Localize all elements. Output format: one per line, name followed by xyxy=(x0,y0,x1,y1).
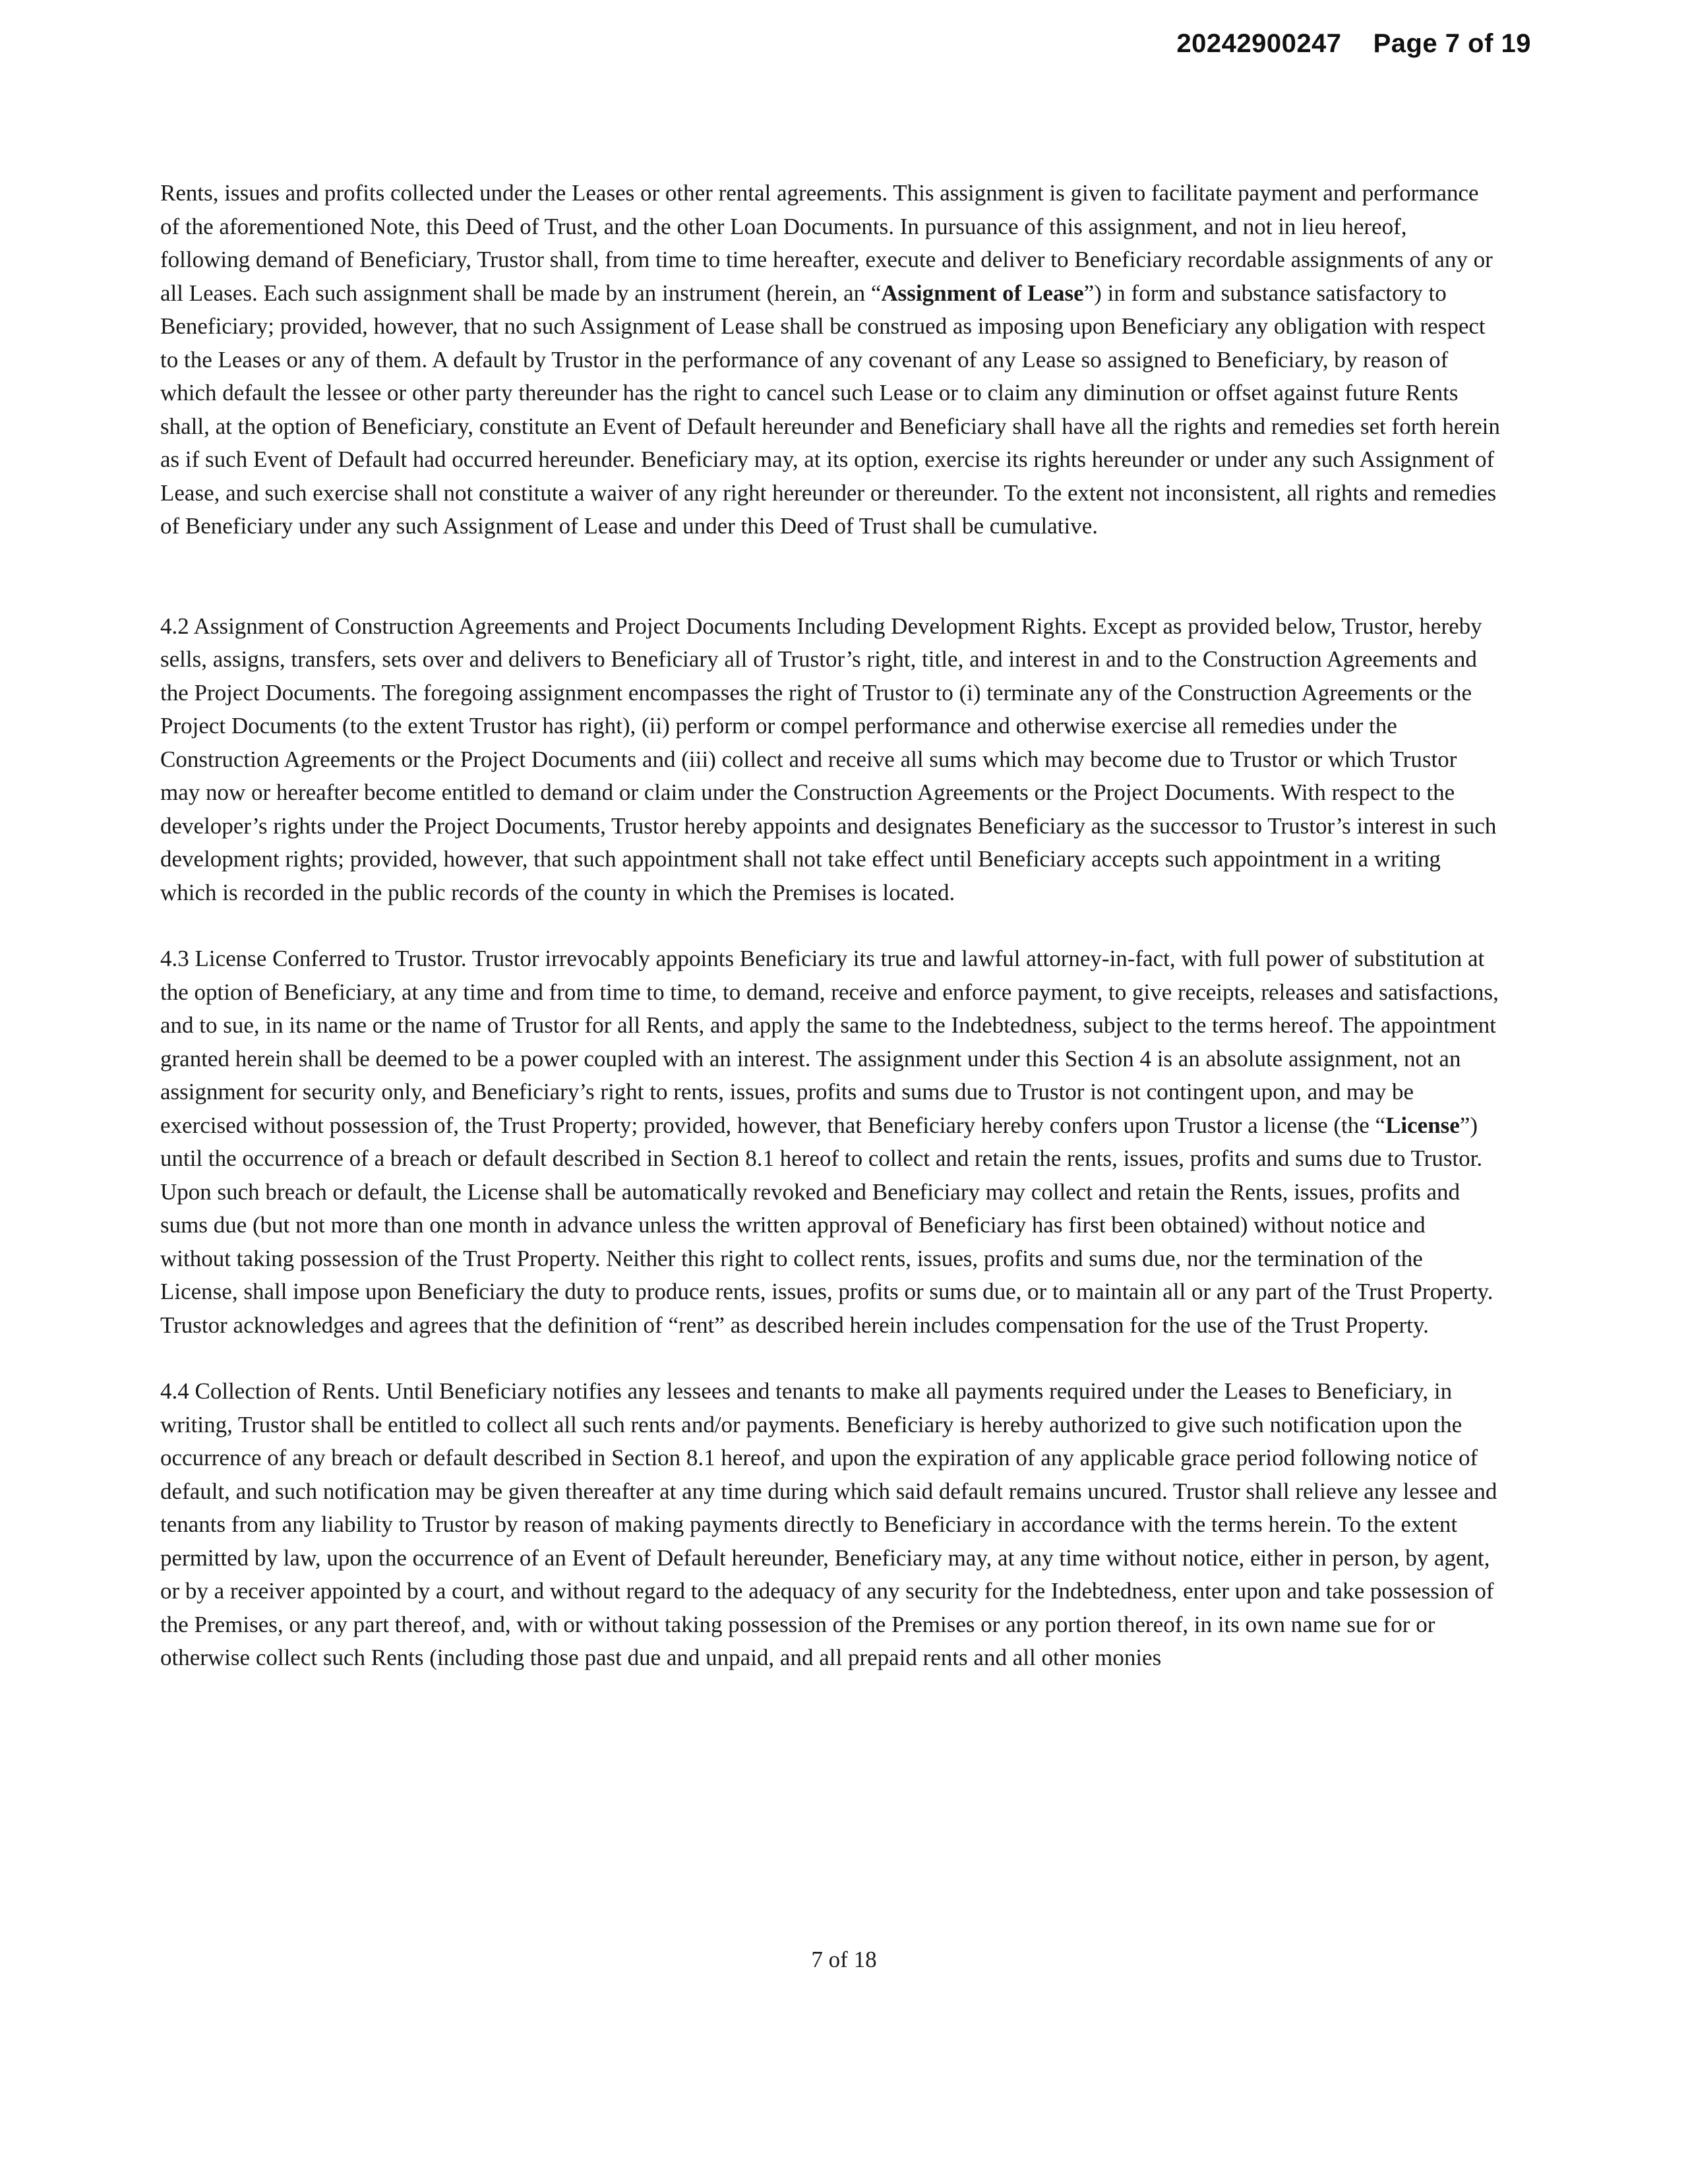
defined-term-assignment-of-lease: Assignment of Lease xyxy=(881,280,1084,306)
paragraph-text: 4.3 License Conferred to Trustor. Trustor irrevocably appoints Beneficiary its true and lawful attorney-in-fact, with full power of substitution at the option of Beneficiary, at any time and from time to time, to demand, receive and enforce payment, to give receipts, releases and satisfactions, and to sue, in its name or the name of Trustor for all Rents, and apply the same to the Indebtedness, subject to the terms hereof. The appointment granted herein shall be deemed to be a power coupled with an interest. The assignment under this Section 4 is an absolute assignment, not an assignment for security only, and Beneficiary’s right to rents, issues, profits and sums due to Trustor is not contingent upon, and may be exercised without possession of, the Trust Property; provided, however, that Beneficiary hereby confers upon Trustor a license (the “ xyxy=(160,946,1499,1138)
paragraph-section-4-4: 4.4 Collection of Rents. Until Beneficiary notifies any lessees and tenants to make all payments required under the Leases to Beneficiary, in writing, Trustor shall be entitled to collect all such rents and/or payments. Beneficiary is hereby authorized to give such notification upon the occurrence of any breach or default described in Section 8.1 hereof, and upon the expiration of any applicable grace period following notice of default, and such notification may be given thereafter at any time during which said default remains uncured. Trustor shall relieve any lessee and tenants from any liability to Trustor by reason of making payments directly to Beneficiary in accordance with the terms herein. To the extent permitted by law, upon the occurrence of an Event of Default hereunder, Beneficiary may, at any time without notice, either in person, by agent, or by a receiver appointed by a court, and without regard to the adequacy of any security for the Indebtedness, enter upon and take possession of the Premises, or any part thereof, and, with or without taking possession of the Premises or any portion thereof, in its own name sue for or otherwise collect such Rents (including those past due and unpaid, and all prepaid rents and all other monies xyxy=(160,1378,1497,1670)
document-body xyxy=(160,177,1500,1675)
paragraph-text: ”) until the occurrence of a breach or default described in Section 8.1 hereof to collect and retain the rents, issues, profits and sums due to Trustor. Upon such breach or default, the License shall be automatically revoked and Beneficiary may collect and retain the Rents, issues, profits and sums due (but not more than one month in advance unless the written approval of Beneficiary has first been obtained) without notice and without taking possession of the Trust Property. Neither this right to collect rents, issues, profits and sums due, nor the termination of the License, shall impose upon Beneficiary the duty to produce rents, issues, profits or sums due, or to maintain all or any part of the Trust Property. Trustor acknowledges and agrees that the definition of “rent” as described herein includes compensation for the use of the Trust Property. xyxy=(160,1112,1493,1338)
paragraph-text: ”) in form and substance satisfactory to Beneficiary; provided, however, that no such Assignment of Lease shall be construed as imposing upon Beneficiary any obligation with respect to the Leases or any of them. A default by Trustor in the performance of any covenant of any Lease so assigned to Beneficiary, by reason of which default the lessee or other party thereunder has the right to cancel such Lease or to claim any diminution or offset against future Rents shall, at the option of Beneficiary, constitute an Event of Default hereunder and Beneficiary shall have all the rights and remedies set forth herein as if such Event of Default had occurred hereunder. Beneficiary may, at its option, exercise its rights hereunder or under any such Assignment of Lease, and such exercise shall not constitute a waiver of any right hereunder or thereunder. To the extent not inconsistent, all rights and remedies of Beneficiary under any such Assignment of Lease and under this Deed of Trust shall be cumulative. xyxy=(160,280,1500,539)
document-number: 20242900247 xyxy=(1176,29,1342,58)
recording-stamp xyxy=(1176,29,1531,59)
paragraph-section-4-2: 4.2 Assignment of Construction Agreements and Project Documents Including Development Rights. Except as provided below, Trustor, hereby sells, assigns, transfers, sets over and delivers to Beneficiary all of Trustor’s right, title, and interest in and to the Construction Agreements and the Project Documents. The foregoing assignment encompasses the right of Trustor to (i) terminate any of the Construction Agreements or the Project Documents (to the extent Trustor has right), (ii) perform or compel performance and otherwise exercise all remedies under the Construction Agreements or the Project Documents and (iii) collect and receive all sums which may become due to Trustor or which Trustor may now or hereafter become entitled to demand or claim under the Construction Agreements or the Project Documents. With respect to the developer’s rights under the Project Documents, Trustor hereby appoints and designates Beneficiary as the successor to Trustor’s interest in such development rights; provided, however, that such appointment shall not take effect until Beneficiary accepts such appointment in a writing which is recorded in the public records of the county in which the Premises is located. xyxy=(160,613,1497,905)
paragraph-text: Rents, issues and profits collected under the Leases or other rental agreements. This assignment is given to facilitate payment and performance of the aforementioned Note, this Deed of Trust, and the other Loan Documents. In pursuance of this assignment, and not in lieu hereof, following demand of Beneficiary, Trustor shall, from time to time hereafter, execute and deliver to Beneficiary recordable assignments of any or all Leases. Each such assignment shall be made by an instrument (herein, an “ xyxy=(160,180,1493,306)
defined-term-license: License xyxy=(1385,1112,1460,1138)
page-label: Page 7 of 19 xyxy=(1373,29,1531,58)
footer-page-number: 7 of 18 xyxy=(811,1947,877,1972)
paragraph-rents-assignment xyxy=(160,177,1500,543)
page-footer xyxy=(0,1947,1688,1973)
paragraph-section-4-3 xyxy=(160,942,1500,1342)
